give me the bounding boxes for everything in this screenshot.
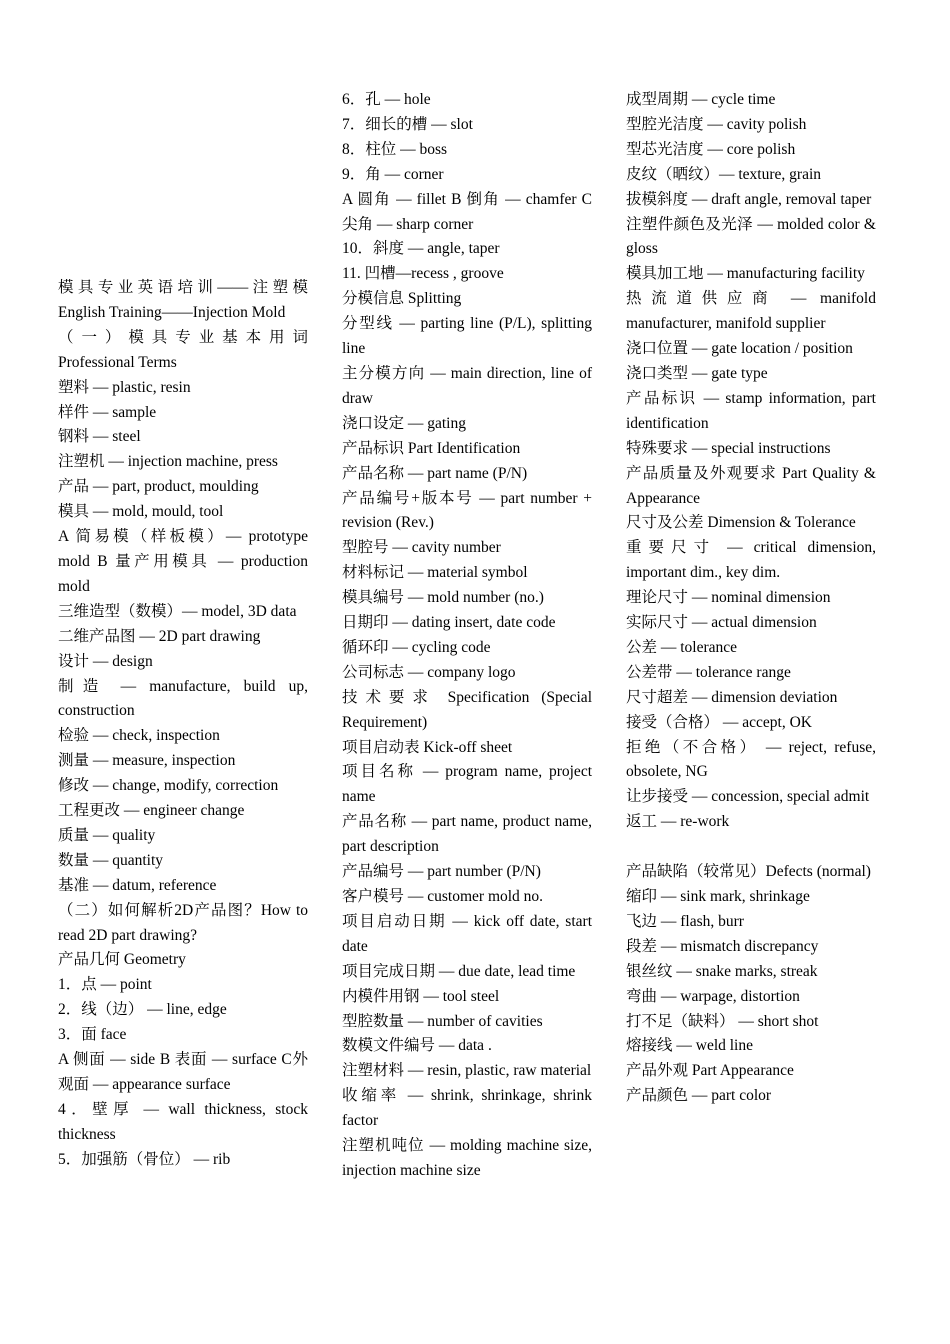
term-entry: 产品名称 — part name, product name, part description: [342, 813, 592, 856]
term-entry: 模具 — mold, mould, tool: [58, 503, 224, 521]
term-entry: 修改 — change, modify, correction: [58, 777, 279, 795]
term-entry: 产品 — part, product, moulding: [58, 478, 259, 496]
term-entry: 2．线（边） — line, edge: [58, 1001, 227, 1019]
term-entry: 产品编号+版本号 — part number + revision (Rev.): [342, 489, 592, 532]
term-entry: 收缩率 — shrink, shrinkage, shrink factor: [342, 1087, 592, 1130]
term-entry: 热流道供应商 — manifold manufacturer, manifold supplier: [626, 290, 876, 333]
term-entry: A 简易模（样板模）— prototype mold B 量产用模具 — production mold: [58, 528, 308, 595]
term-entry: 三维造型（数模）— model, 3D data: [58, 602, 297, 620]
term-entry: 项目完成日期 — due date, lead time: [342, 962, 576, 980]
term-entry: 段差 — mismatch discrepancy: [626, 937, 819, 955]
text-column-2: [342, 88, 592, 1184]
term-entry: 3．面 face: [58, 1026, 127, 1044]
term-entry: 注塑材料 — resin, plastic, raw material: [342, 1062, 592, 1080]
term-entry: 1．点 — point: [58, 976, 152, 994]
term-entry: 产品标识 — stamp information, part identification: [626, 389, 876, 432]
term-entry: 8．柱位 — boss: [342, 140, 448, 158]
term-entry: A 圆角 — fillet B 倒角 — chamfer C 尖角 — sharp corner: [342, 190, 592, 233]
term-entry: 产品标识 Part Identification: [342, 439, 521, 457]
term-entry: 浇口设定 — gating: [342, 414, 466, 432]
term-entry: 弯曲 — warpage, distortion: [626, 987, 800, 1005]
term-entry: 公差 — tolerance: [626, 638, 738, 656]
term-entry: 数模文件编号 — data .: [342, 1037, 492, 1055]
term-entry: 制造 — manufacture, build up, construction: [58, 677, 308, 720]
term-entry: 主分模方向 — main direction, line of draw: [342, 364, 592, 407]
term-entry: 4．壁厚 — wall thickness, stock thickness: [58, 1100, 308, 1143]
term-entry: 模具专业英语培训——注塑模 English Training——Injection Mold: [58, 279, 308, 321]
term-entry: 公司标志 — company logo: [342, 663, 516, 681]
term-entry: 5．加强筋（骨位） — rib: [58, 1150, 231, 1168]
term-entry: 注塑件颜色及光泽 — molded color & gloss: [626, 215, 876, 258]
term-entry: 设计 — design: [58, 652, 153, 670]
term-entry: 二维产品图 — 2D part drawing: [58, 627, 261, 645]
term-entry: 分模信息 Splitting: [342, 290, 462, 308]
term-entry: 拔模斜度 — draft angle, removal taper: [626, 190, 872, 208]
term-entry: 接受（合格） — accept, OK: [626, 713, 812, 731]
term-entry: 银丝纹 — snake marks, streak: [626, 962, 818, 980]
text-column-3: [626, 88, 876, 1109]
term-entry: 实际尺寸 — actual dimension: [626, 614, 817, 632]
term-entry: 打不足（缺料） — short shot: [626, 1012, 819, 1030]
term-entry: 飞边 — flash, burr: [626, 912, 744, 930]
term-entry: 产品名称 — part name (P/N): [342, 464, 528, 482]
term-entry: 检验 — check, inspection: [58, 727, 220, 745]
term-entry: 10．斜度 — angle, taper: [342, 240, 500, 258]
text-column-1: [58, 276, 308, 1173]
term-entry: 理论尺寸 — nominal dimension: [626, 589, 831, 607]
term-entry: 型芯光洁度 — core polish: [626, 140, 796, 158]
term-entry: 尺寸超差 — dimension deviation: [626, 688, 838, 706]
term-entry: 产品缺陷（较常见）Defects (normal): [626, 863, 871, 881]
term-entry: 技术要求 Specification (Special Requirement): [342, 688, 592, 731]
term-entry: 11. 凹槽—recess , groove: [342, 265, 504, 283]
term-entry: 项目启动日期 — kick off date, start date: [342, 912, 592, 955]
term-entry: 9．角 — corner: [342, 165, 444, 183]
term-entry: 产品编号 — part number (P/N): [342, 863, 541, 881]
term-entry: 型腔光洁度 — cavity polish: [626, 115, 807, 133]
term-entry: 钢料 — steel: [58, 428, 141, 446]
term-entry: 拒绝（不合格） — reject, refuse, obsolete, NG: [626, 738, 876, 781]
term-entry: 塑料 — plastic, resin: [58, 378, 191, 396]
term-entry: 测量 — measure, inspection: [58, 752, 236, 770]
term-entry: 注塑机 — injection machine, press: [58, 453, 278, 471]
term-entry: 模具编号 — mold number (no.): [342, 589, 544, 607]
term-entry: 样件 — sample: [58, 403, 157, 421]
term-entry: 成型周期 — cycle time: [626, 91, 776, 108]
term-entry: 缩印 — sink mark, shrinkage: [626, 887, 810, 905]
term-entry: 模具加工地 — manufacturing facility: [626, 265, 865, 283]
term-entry: 客户模号 — customer mold no.: [342, 888, 544, 905]
term-entry: 重要尺寸 — critical dimension, important dim., key dim.: [626, 539, 876, 582]
term-entry: 熔接线 — weld line: [626, 1037, 753, 1055]
term-entry: 型腔数量 — number of cavities: [342, 1012, 543, 1030]
term-entry: 6．孔 — hole: [342, 91, 431, 108]
term-entry: 让步接受 — concession, special admit: [626, 788, 870, 806]
term-entry: 型腔号 — cavity number: [342, 539, 501, 557]
term-entry: 数量 — quantity: [58, 851, 164, 869]
term-entry: 工程更改 — engineer change: [58, 802, 245, 820]
term-entry: A 侧面 — side B 表面 — surface C外观面 — appearance surface: [58, 1051, 308, 1093]
term-entry: 浇口类型 — gate type: [626, 364, 768, 382]
term-entry: 分型线 — parting line (P/L), splitting line: [342, 315, 592, 358]
term-entry: 项目启动表 Kick-off sheet: [342, 738, 513, 756]
term-entry: 产品颜色 — part color: [626, 1087, 772, 1105]
term-entry: 返工 — re-work: [626, 813, 730, 831]
term-entry: 内模件用钢 — tool steel: [342, 987, 500, 1005]
term-entry: 循环印 — cycling code: [342, 638, 491, 656]
term-entry: 材料标记 — material symbol: [342, 564, 528, 582]
term-entry: 公差带 — tolerance range: [626, 663, 791, 681]
term-entry: 特殊要求 — special instructions: [626, 439, 831, 457]
term-entry: 皮纹（晒纹）— texture, grain: [626, 165, 822, 183]
term-entry: 产品几何 Geometry: [58, 951, 186, 969]
term-entry: 基准 — datum, reference: [58, 876, 217, 894]
term-entry: 质量 — quality: [58, 826, 156, 844]
term-entry: （一）模具专业基本用词 Professional Terms: [58, 328, 308, 371]
term-entry: 日期印 — dating insert, date code: [342, 614, 556, 632]
term-entry: 尺寸及公差 Dimension & Tolerance: [626, 514, 856, 532]
term-entry: 7．细长的槽 — slot: [342, 115, 473, 133]
term-entry: 产品外观 Part Appearance: [626, 1062, 794, 1080]
term-entry: （二）如何解析2D产品图？How to read 2D part drawing?: [58, 901, 308, 944]
term-entry: 项目名称 — program name, project name: [342, 763, 592, 806]
term-entry: 注塑机吨位 — molding machine size, injection machine size: [342, 1137, 592, 1179]
term-entry: [626, 835, 876, 860]
term-entry: 浇口位置 — gate location / position: [626, 340, 853, 358]
term-entry: 产品质量及外观要求 Part Quality & Appearance: [626, 464, 876, 507]
